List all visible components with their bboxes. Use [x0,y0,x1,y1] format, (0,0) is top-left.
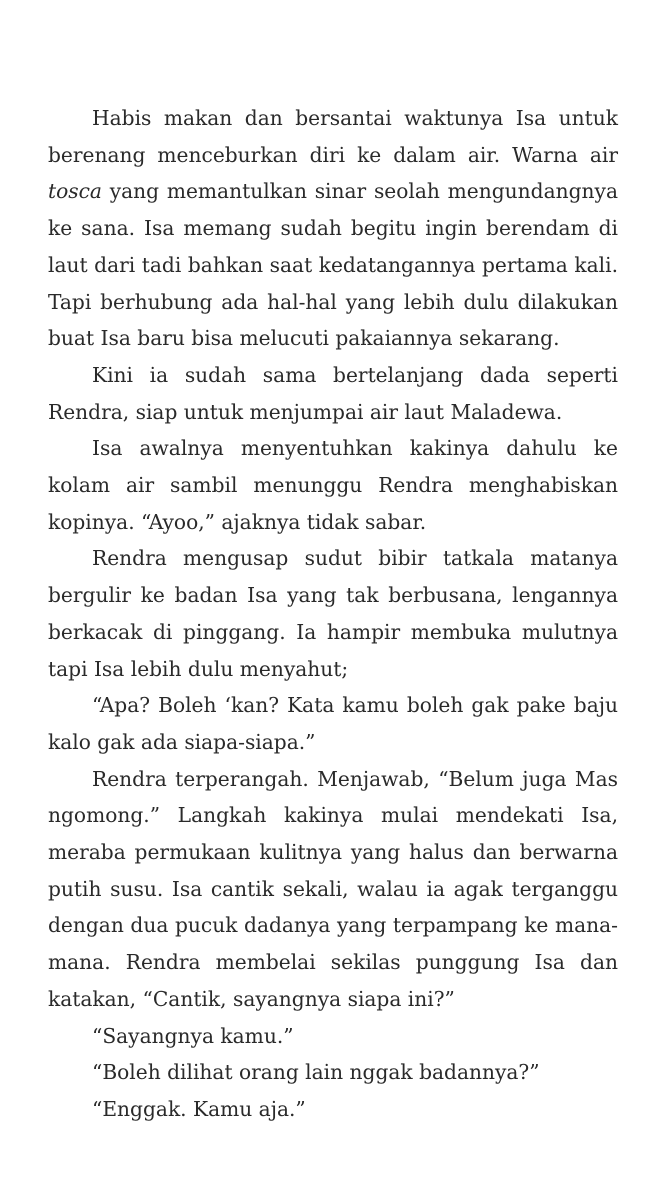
text-line: laut dari tadi bahkan saat kedatangannya pertama kali. [48,252,618,277]
text-line: Rendra terperangah. Menjawab, “Belum juga Mas [92,766,618,791]
text-line: kopinya. “Ayoo,” ajaknya tidak sabar. [48,509,427,534]
italic-word: tosca [48,179,102,204]
text-line: tapi Isa lebih dulu menyahut; [48,656,349,681]
text-line: Rendra, siap untuk menjumpai air laut Maladewa. [48,399,563,424]
paragraph-6 [48,761,618,1018]
paragraph-1 [48,100,618,357]
paragraph-8 [48,1054,618,1091]
text-line: mana. Rendra membelai sekilas punggung Isa dan [48,950,618,975]
dialogue-line: “Enggak. Kamu aja.” [92,1096,306,1121]
text-line-rest: yang memantulkan sinar seolah mengundangnya [101,179,618,204]
text-line: “Apa? Boleh ‘kan? Kata kamu boleh gak pake baju [92,693,618,718]
text-line: Rendra mengusap sudut bibir tatkala matanya [92,546,618,571]
paragraph-2 [48,357,618,430]
text-line: meraba permukaan kulitnya yang halus dan berwarna [48,840,618,865]
text-line: Isa awalnya menyentuhkan kakinya dahulu ke [92,436,618,461]
text-line: berenang menceburkan diri ke dalam air. Warna air [48,142,618,167]
paragraph-4 [48,540,618,687]
text-line: bergulir ke badan Isa yang tak berbusana, lengannya [48,583,618,608]
paragraph-5 [48,687,618,760]
dialogue-line: “Boleh dilihat orang lain nggak badannya?” [92,1060,540,1085]
text-line: Tapi berhubung ada hal-hal yang lebih dulu dilakukan [48,289,618,314]
text-line: kalo gak ada siapa-siapa.” [48,729,316,754]
dialogue-line: “Sayangnya kamu.” [92,1023,294,1048]
text-line: ke sana. Isa memang sudah begitu ingin berendam di [48,216,618,241]
paragraph-3 [48,430,618,540]
paragraph-7 [48,1018,618,1055]
text-line: berkacak di pinggang. Ia hampir membuka mulutnya [48,619,618,644]
text-line: ngomong.” Langkah kakinya mulai mendekati Isa, [48,803,618,828]
text-line: dengan dua pucuk dadanya yang terpampang ke mana- [48,913,618,938]
text-line [48,173,618,210]
text-line: putih susu. Isa cantik sekali, walau ia agak terganggu [48,876,618,901]
text-line: kolam air sambil menunggu Rendra menghabiskan [48,473,618,498]
text-line: buat Isa baru bisa melucuti pakaiannya sekarang. [48,326,560,351]
text-line: katakan, “Cantik, sayangnya siapa ini?” [48,986,455,1011]
text-line: Habis makan dan bersantai waktunya Isa untuk [92,106,618,130]
page-text [48,100,618,1128]
paragraph-9 [48,1091,618,1128]
text-line: Kini ia sudah sama bertelanjang dada seperti [92,362,618,387]
